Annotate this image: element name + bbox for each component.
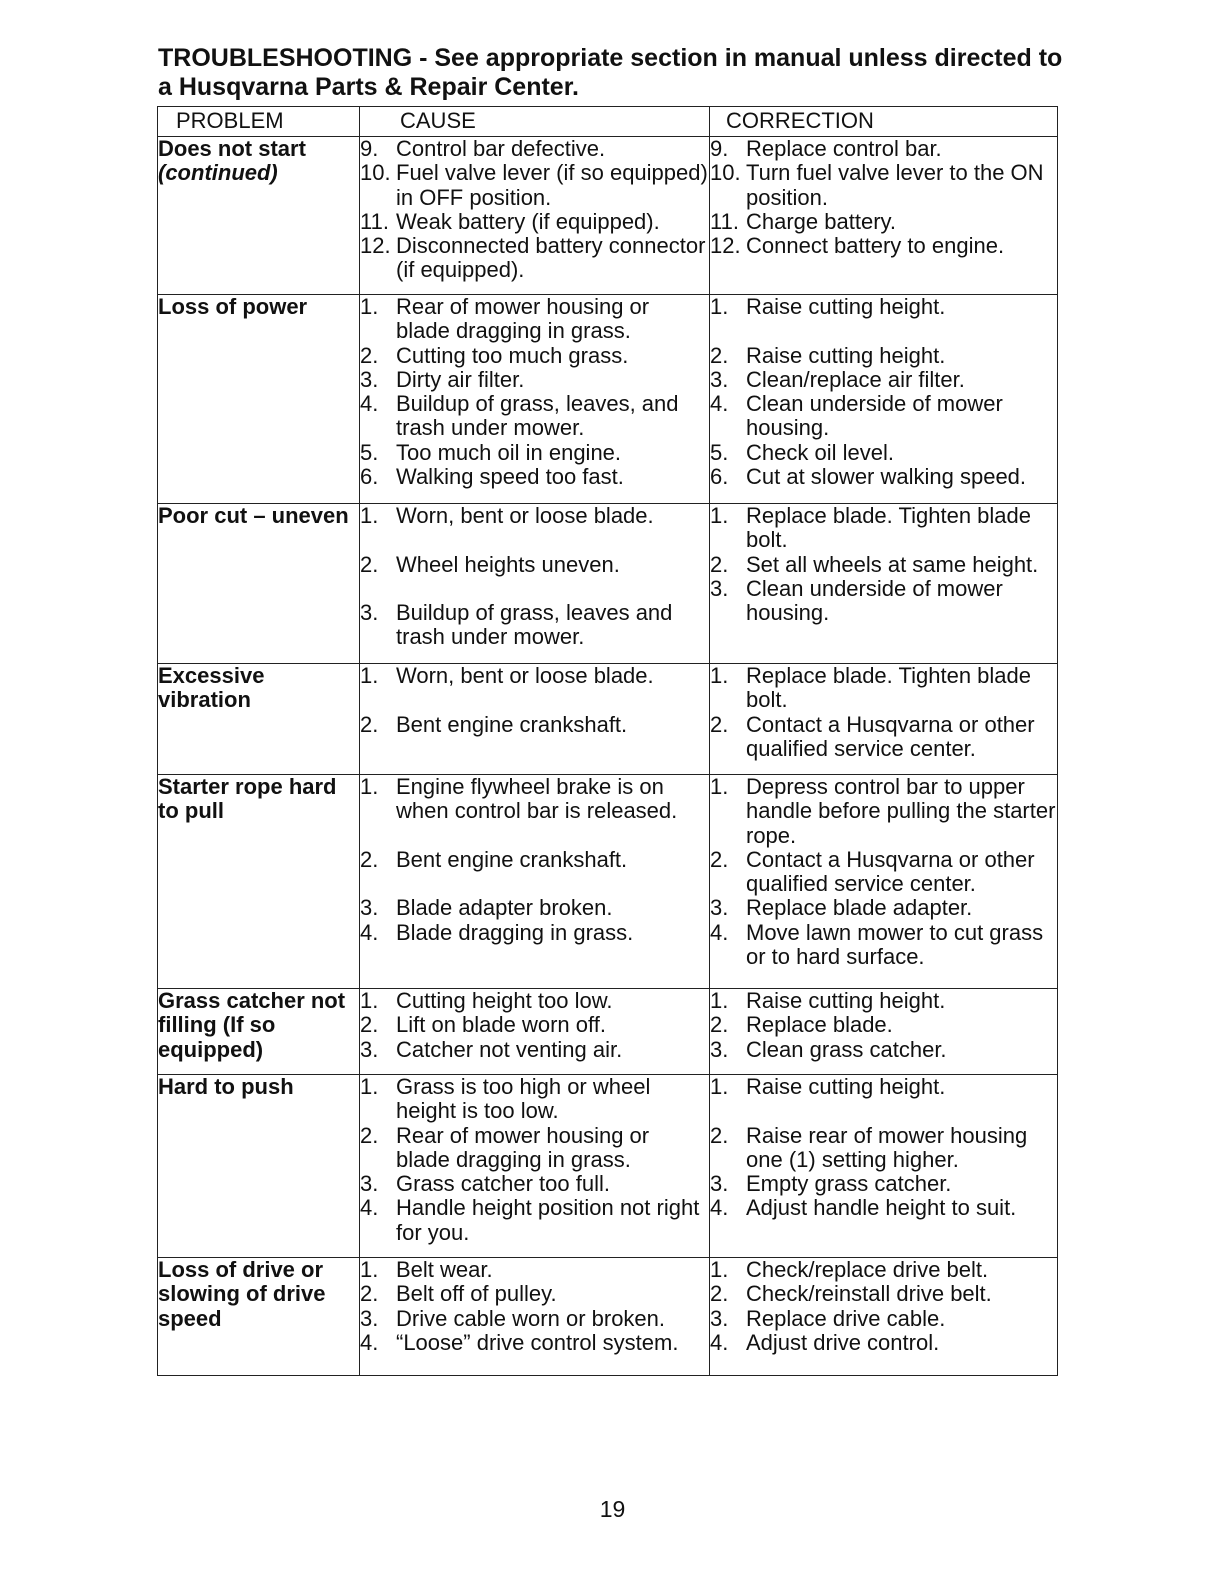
item-text: Adjust drive control. bbox=[746, 1329, 940, 1355]
problem-label: Does not start bbox=[158, 136, 306, 161]
item-text: Clean grass catcher. bbox=[746, 1036, 947, 1062]
list-item bbox=[710, 1282, 1057, 1306]
list-item bbox=[710, 1075, 1057, 1099]
item-number: 1. bbox=[360, 663, 379, 688]
table-row bbox=[158, 775, 1058, 989]
list-item bbox=[710, 896, 1057, 920]
list-item bbox=[710, 1124, 1057, 1173]
item-text: Replace drive cable. bbox=[746, 1305, 946, 1331]
item-number: 3. bbox=[710, 366, 729, 392]
item-number: 2. bbox=[360, 1281, 379, 1307]
item-text: Check/replace drive belt. bbox=[746, 1257, 989, 1282]
list-item bbox=[710, 392, 1057, 441]
problem-cell bbox=[158, 295, 360, 504]
list-item bbox=[710, 713, 1057, 762]
list-item bbox=[360, 1124, 709, 1173]
item-text: Replace blade. Tighten blade bolt. bbox=[746, 663, 1031, 713]
list-item bbox=[360, 921, 709, 945]
item-number: 1. bbox=[710, 1257, 729, 1282]
item-text: Move lawn mower to cut grass or to hard surface. bbox=[746, 919, 1044, 970]
item-text: Grass is too high or wheel height is too low. bbox=[396, 1074, 651, 1124]
item-number: 3. bbox=[360, 895, 379, 921]
item-number: 1. bbox=[710, 503, 729, 528]
list-item bbox=[710, 465, 1057, 489]
item-text: Weak battery (if equipped). bbox=[396, 208, 660, 234]
problem-label: Poor cut – uneven bbox=[158, 503, 349, 528]
problem-cell bbox=[158, 1075, 360, 1258]
item-text: Contact a Husqvarna or other qualified service center. bbox=[746, 846, 1035, 897]
list-item bbox=[710, 1172, 1057, 1196]
problem-label: Excessive vibration bbox=[158, 663, 265, 713]
list-item bbox=[360, 441, 709, 465]
list-item bbox=[360, 1282, 709, 1306]
problem-cell bbox=[158, 989, 360, 1075]
list-item bbox=[360, 1196, 709, 1245]
list-item bbox=[710, 368, 1057, 392]
troubleshooting-table bbox=[157, 106, 1058, 1376]
table-row bbox=[158, 137, 1058, 295]
item-number: 4. bbox=[710, 1195, 729, 1221]
item-text: Walking speed too fast. bbox=[396, 464, 624, 490]
item-number: 2. bbox=[360, 846, 379, 872]
item-number: 1. bbox=[360, 774, 379, 799]
item-number: 2. bbox=[710, 1122, 729, 1148]
item-text: Disconnected battery connector (if equipped). bbox=[396, 233, 706, 283]
item-number: 2. bbox=[360, 1122, 379, 1148]
problem-cell bbox=[158, 137, 360, 295]
item-text: Clean underside of mower housing. bbox=[746, 391, 1003, 441]
item-text: Wheel heights uneven. bbox=[396, 551, 620, 577]
item-text: Replace blade. bbox=[746, 1012, 893, 1038]
list-item bbox=[360, 664, 709, 688]
list-item bbox=[710, 295, 1057, 319]
page-number: 19 bbox=[599, 1496, 626, 1522]
problem-label: Loss of power bbox=[158, 294, 308, 319]
cause-cell bbox=[360, 1075, 710, 1258]
correction-cell bbox=[710, 295, 1058, 504]
list-item bbox=[710, 921, 1057, 970]
item-text: Fuel valve lever (if so equipped) in OFF position. bbox=[396, 160, 708, 210]
list-item bbox=[710, 1013, 1057, 1037]
item-number: 3. bbox=[710, 1036, 729, 1062]
problem-cell bbox=[158, 775, 360, 989]
item-text: Rear of mower housing or blade dragging in grass. bbox=[396, 1122, 650, 1172]
problem-label: Hard to push bbox=[158, 1074, 294, 1099]
cause-cell bbox=[360, 295, 710, 504]
table-row bbox=[158, 1258, 1058, 1376]
list-item bbox=[360, 1258, 709, 1282]
cause-cell bbox=[360, 504, 710, 664]
problem-cell bbox=[158, 1258, 360, 1376]
list-item bbox=[710, 161, 1057, 210]
item-text: Belt off of pulley. bbox=[396, 1281, 557, 1307]
item-text: Cut at slower walking speed. bbox=[746, 464, 1027, 490]
item-text: Bent engine crankshaft. bbox=[396, 711, 628, 737]
correction-cell bbox=[710, 775, 1058, 989]
cause-cell bbox=[360, 775, 710, 989]
list-item bbox=[360, 896, 709, 920]
item-number: 1. bbox=[710, 988, 729, 1013]
list-item bbox=[360, 137, 709, 161]
cause-cell bbox=[360, 1258, 710, 1376]
item-number: 2. bbox=[710, 846, 729, 872]
cause-cell bbox=[360, 137, 710, 295]
item-number: 2. bbox=[710, 711, 729, 737]
item-text: Blade adapter broken. bbox=[396, 895, 613, 921]
list-item bbox=[710, 1038, 1057, 1062]
item-number: 4. bbox=[360, 1195, 379, 1221]
list-item bbox=[710, 1258, 1057, 1282]
page-title: TROUBLESHOOTING - See appropriate section in manual unless directed to a Husqvarna Parts & Repair Center. bbox=[158, 44, 1063, 101]
item-text: Raise cutting height. bbox=[746, 1074, 946, 1099]
item-text: Lift on blade worn off. bbox=[396, 1012, 606, 1038]
table-row bbox=[158, 295, 1058, 504]
item-number: 3. bbox=[710, 895, 729, 921]
item-number: 1. bbox=[710, 774, 729, 799]
item-number: 4. bbox=[360, 919, 379, 945]
item-text: Connect battery to engine. bbox=[746, 233, 1005, 259]
list-item bbox=[710, 1196, 1057, 1220]
list-item bbox=[360, 295, 709, 344]
item-text: Worn, bent or loose blade. bbox=[396, 503, 654, 528]
list-item bbox=[710, 504, 1057, 553]
item-text: Check/reinstall drive belt. bbox=[746, 1281, 992, 1307]
item-number: 1. bbox=[360, 1074, 379, 1099]
list-item bbox=[360, 775, 709, 824]
correction-cell bbox=[710, 664, 1058, 775]
item-number: 4. bbox=[710, 1329, 729, 1355]
correction-cell bbox=[710, 1075, 1058, 1258]
item-number: 2. bbox=[360, 1012, 379, 1038]
list-item bbox=[710, 848, 1057, 897]
item-number: 5. bbox=[710, 439, 729, 465]
list-item bbox=[360, 161, 709, 210]
item-number: 3. bbox=[360, 1036, 379, 1062]
list-item bbox=[710, 344, 1057, 368]
item-text: Engine flywheel brake is on when control bar is released. bbox=[396, 774, 678, 824]
item-text: Cutting too much grass. bbox=[396, 342, 629, 368]
item-text: Worn, bent or loose blade. bbox=[396, 663, 654, 688]
item-text: Check oil level. bbox=[746, 439, 894, 465]
item-number: 2. bbox=[710, 1281, 729, 1307]
list-item bbox=[360, 344, 709, 368]
header-cause: CAUSE bbox=[360, 107, 710, 137]
list-item bbox=[360, 368, 709, 392]
header-problem: PROBLEM bbox=[158, 107, 360, 137]
item-number: 3. bbox=[360, 366, 379, 392]
list-item bbox=[710, 775, 1057, 848]
list-item bbox=[710, 577, 1057, 626]
item-number: 2. bbox=[360, 711, 379, 737]
item-text: Raise cutting height. bbox=[746, 988, 946, 1013]
table-header-row bbox=[158, 107, 1058, 137]
list-item bbox=[710, 1331, 1057, 1355]
item-number: 3. bbox=[360, 1305, 379, 1331]
item-text: Cutting height too low. bbox=[396, 988, 613, 1013]
list-item bbox=[710, 210, 1057, 234]
item-number: 12. bbox=[360, 233, 391, 259]
item-number: 1. bbox=[710, 1074, 729, 1099]
item-text: Contact a Husqvarna or other qualified service center. bbox=[746, 711, 1035, 761]
problem-cell bbox=[158, 504, 360, 664]
list-item bbox=[360, 1038, 709, 1062]
item-number: 1. bbox=[360, 988, 379, 1013]
item-number: 3. bbox=[360, 600, 379, 626]
item-text: Clean underside of mower housing. bbox=[746, 575, 1003, 626]
list-item bbox=[360, 1172, 709, 1196]
problem-label: Starter rope hard to pull bbox=[158, 774, 337, 824]
list-item bbox=[710, 441, 1057, 465]
item-number: 2. bbox=[360, 551, 379, 577]
problem-label: Grass catcher not filling (If so equipped) bbox=[158, 988, 346, 1062]
item-number: 2. bbox=[360, 342, 379, 368]
cause-cell bbox=[360, 664, 710, 775]
item-text: Raise rear of mower housing one (1) setting higher. bbox=[746, 1122, 1028, 1172]
list-item bbox=[710, 234, 1057, 258]
list-item bbox=[710, 664, 1057, 713]
item-number: 3. bbox=[710, 1305, 729, 1331]
item-number: 1. bbox=[360, 1257, 379, 1282]
problem-label: Loss of drive or slowing of drive speed bbox=[158, 1257, 326, 1331]
item-number: 1. bbox=[360, 503, 379, 528]
item-text: Catcher not venting air. bbox=[396, 1036, 623, 1062]
correction-cell bbox=[710, 989, 1058, 1075]
item-text: Raise cutting height. bbox=[746, 294, 946, 319]
item-number: 3. bbox=[710, 1171, 729, 1197]
item-text: Replace control bar. bbox=[746, 136, 942, 161]
item-number: 12. bbox=[710, 233, 741, 259]
item-text: Empty grass catcher. bbox=[746, 1171, 952, 1197]
item-number: 4. bbox=[360, 391, 379, 417]
problem-note: (continued) bbox=[158, 160, 278, 186]
list-item bbox=[360, 210, 709, 234]
cause-cell bbox=[360, 989, 710, 1075]
item-text: Raise cutting height. bbox=[746, 342, 946, 368]
item-text: Buildup of grass, leaves, and trash under mower. bbox=[396, 391, 679, 441]
list-item bbox=[360, 234, 709, 283]
correction-cell bbox=[710, 504, 1058, 664]
list-item bbox=[710, 1307, 1057, 1331]
item-number: 10. bbox=[360, 160, 391, 186]
item-number: 1. bbox=[710, 663, 729, 688]
item-number: 3. bbox=[710, 575, 729, 601]
item-text: Bent engine crankshaft. bbox=[396, 846, 628, 872]
list-item bbox=[360, 504, 709, 528]
item-number: 10. bbox=[710, 160, 741, 186]
table-row bbox=[158, 664, 1058, 775]
item-number: 2. bbox=[710, 1012, 729, 1038]
table-row bbox=[158, 989, 1058, 1075]
item-text: Too much oil in engine. bbox=[396, 439, 622, 465]
item-number: 2. bbox=[710, 551, 729, 577]
list-item bbox=[360, 465, 709, 489]
item-text: Charge battery. bbox=[746, 208, 897, 234]
item-text: Clean/replace air filter. bbox=[746, 366, 965, 392]
item-number: 2. bbox=[710, 342, 729, 368]
item-number: 4. bbox=[710, 919, 729, 945]
list-item bbox=[710, 989, 1057, 1013]
item-text: Turn fuel valve lever to the ON position. bbox=[746, 160, 1044, 210]
table-row bbox=[158, 504, 1058, 664]
list-item bbox=[360, 989, 709, 1013]
item-text: Replace blade adapter. bbox=[746, 895, 973, 921]
item-text: Grass catcher too full. bbox=[396, 1171, 610, 1197]
list-item bbox=[360, 713, 709, 737]
item-number: 3. bbox=[360, 1171, 379, 1197]
item-number: 4. bbox=[360, 1329, 379, 1355]
item-text: Set all wheels at same height. bbox=[746, 551, 1039, 577]
list-item bbox=[360, 1307, 709, 1331]
item-number: 11. bbox=[360, 208, 389, 234]
item-number: 9. bbox=[710, 136, 729, 161]
item-number: 4. bbox=[710, 391, 729, 417]
item-text: “Loose” drive control system. bbox=[396, 1329, 679, 1355]
item-text: Adjust handle height to suit. bbox=[746, 1195, 1017, 1221]
item-text: Blade dragging in grass. bbox=[396, 919, 634, 945]
list-item bbox=[360, 1013, 709, 1037]
list-item bbox=[710, 137, 1057, 161]
item-text: Rear of mower housing or blade dragging in grass. bbox=[396, 294, 650, 344]
item-number: 1. bbox=[710, 294, 729, 319]
item-number: 6. bbox=[710, 464, 729, 490]
list-item bbox=[360, 392, 709, 441]
list-item bbox=[360, 848, 709, 872]
item-text: Drive cable worn or broken. bbox=[396, 1305, 666, 1331]
item-number: 5. bbox=[360, 439, 379, 465]
item-text: Control bar defective. bbox=[396, 136, 606, 161]
table-row bbox=[158, 1075, 1058, 1258]
correction-cell bbox=[710, 1258, 1058, 1376]
item-number: 11. bbox=[710, 208, 739, 234]
item-number: 6. bbox=[360, 464, 379, 490]
header-correction: CORRECTION bbox=[710, 107, 1058, 137]
item-number: 9. bbox=[360, 136, 379, 161]
list-item bbox=[360, 601, 709, 650]
item-text: Buildup of grass, leaves and trash under mower. bbox=[396, 600, 673, 650]
item-text: Replace blade. Tighten blade bolt. bbox=[746, 503, 1031, 553]
item-text: Belt wear. bbox=[396, 1257, 493, 1282]
item-text: Dirty air filter. bbox=[396, 366, 525, 392]
problem-cell bbox=[158, 664, 360, 775]
item-text: Handle height position not right for you. bbox=[396, 1195, 700, 1245]
correction-cell bbox=[710, 137, 1058, 295]
list-item bbox=[360, 553, 709, 577]
list-item bbox=[360, 1075, 709, 1124]
list-item bbox=[360, 1331, 709, 1355]
item-number: 1. bbox=[360, 294, 379, 319]
list-item bbox=[710, 553, 1057, 577]
item-text: Depress control bar to upper handle before pulling the starter rope. bbox=[746, 774, 1056, 848]
